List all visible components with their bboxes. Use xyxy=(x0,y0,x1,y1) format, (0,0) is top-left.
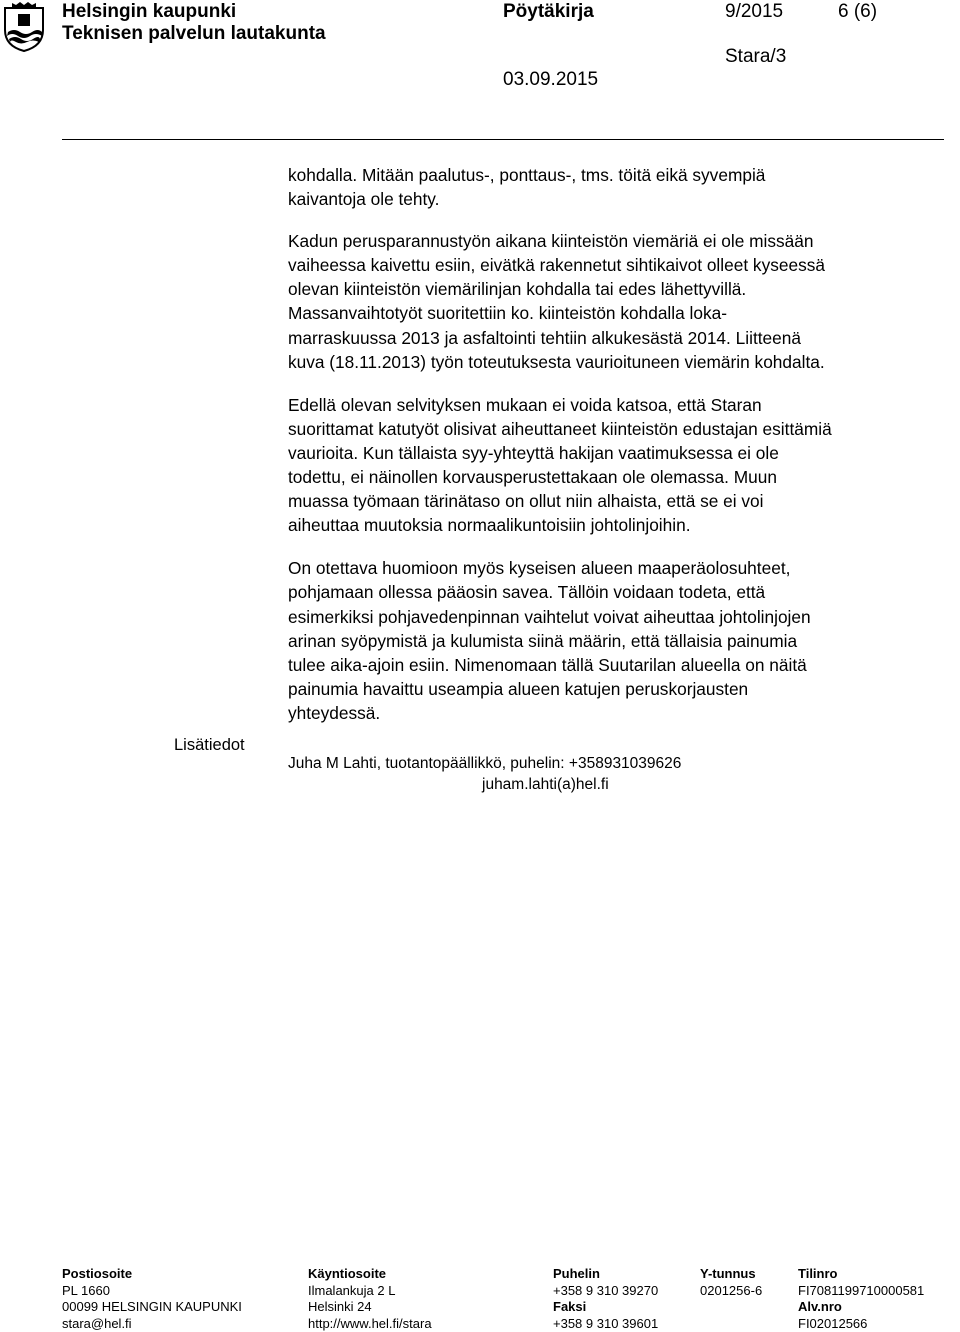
footer-value: 0201256-6 xyxy=(700,1282,763,1298)
footer-business-id xyxy=(700,1266,762,1299)
footer-value: 00099 HELSINGIN KAUPUNKI xyxy=(62,1299,242,1314)
footer-heading: Alv.nro xyxy=(798,1299,842,1314)
text-line: aiheuttaa muutoksia normaalikuntoisiin johtolinjoihin. xyxy=(288,515,691,536)
footer-heading: Puhelin xyxy=(553,1266,600,1281)
footer-value: +358 9 310 39601 xyxy=(553,1315,659,1331)
text-line: On otettava huomioon myös kyseisen alueen maaperäolosuhteet, xyxy=(288,558,791,579)
paragraph xyxy=(288,229,948,374)
text-line: vaurioita. Kun tällaista syy-yhteyttä hakijan vaatimuksessa ei ole xyxy=(288,442,779,463)
text-line: esimerkiksi pohjavedenpinnan vaihtelut voivat aiheuttaa johtolinjojen xyxy=(288,606,811,627)
footer-value: Helsinki 24 xyxy=(308,1299,372,1314)
meeting-date: 03.09.2015 xyxy=(503,69,599,90)
document-number: 9/2015 xyxy=(725,1,784,22)
board-name: Teknisen palvelun lautakunta xyxy=(62,23,326,44)
text-line: arinan syöpymistä ja kulumista siinä määrin, että tällaisia painumia xyxy=(288,630,798,651)
text-line: yhteydessä. xyxy=(288,702,381,723)
footer-value: FI7081199710000581 xyxy=(798,1282,925,1298)
org-name: Helsingin kaupunki xyxy=(62,1,237,22)
footer-value: Ilmalankuja 2 L xyxy=(308,1282,396,1298)
helsinki-coat-of-arms-icon xyxy=(2,2,46,52)
footer-email[interactable]: stara@hel.fi xyxy=(62,1315,132,1331)
footer-heading: Käyntiosoite xyxy=(308,1266,387,1281)
document-type: Pöytäkirja xyxy=(503,1,594,22)
section-code: Stara/3 xyxy=(725,46,787,67)
paragraph xyxy=(288,163,948,211)
text-line: Kadun perusparannustyön aikana kiinteistön viemäriä ei ole missään xyxy=(288,231,814,252)
text-line: Massanvaihtotyöt suoritettiin ko. kiinteistön kohdalla loka- xyxy=(288,303,727,324)
footer-postal xyxy=(62,1266,242,1332)
text-line: muassa työmaan tärinätaso on ollut niin alhaista, että se ei voi xyxy=(288,491,764,512)
footer-phone xyxy=(553,1266,658,1332)
text-line: olevan kiinteistön viemärilinjan kohdalla tai edes lähettyvillä. xyxy=(288,279,747,300)
footer-value: +358 9 310 39270 xyxy=(553,1282,659,1298)
footer-heading: Faksi xyxy=(553,1299,587,1314)
text-line: todettu, ei näinollen korvausperustettakaan ole olemassa. Muun xyxy=(288,467,777,488)
text-line: kaivantoja ole tehty. xyxy=(288,189,440,210)
text-line: Edellä olevan selvityksen mukaan ei voida katsoa, että Staran xyxy=(288,394,762,415)
lisatiedot-label: Lisätiedot xyxy=(174,736,245,754)
footer-heading: Y-tunnus xyxy=(700,1266,756,1281)
text-line: vaiheessa kaivettu esiin, eivätkä rakennetut sihtikaivot olleet kyseessä xyxy=(288,255,825,276)
text-line: painumia havaittu useampia alueen katujen peruskorjausten xyxy=(288,678,749,699)
header-divider xyxy=(62,139,944,140)
text-line: kohdalla. Mitään paalutus-, ponttaus-, tms. töitä eikä syvempiä xyxy=(288,165,766,185)
footer-visiting xyxy=(308,1266,432,1332)
footer-heading: Postiosoite xyxy=(62,1266,133,1281)
document-body xyxy=(288,163,948,725)
footer-heading: Tilinro xyxy=(798,1266,838,1281)
footer-account xyxy=(798,1266,924,1332)
footer-value: FI02012566 xyxy=(798,1315,868,1331)
contact-person: Juha M Lahti, tuotantopäällikkö, puhelin: +358931039626 xyxy=(288,755,682,772)
paragraph xyxy=(288,556,948,725)
contact-email: juham.lahti(a)hel.fi xyxy=(482,776,609,793)
footer-url[interactable]: http://www.hel.fi/stara xyxy=(308,1315,432,1331)
page-number: 6 (6) xyxy=(838,1,878,22)
text-line: suorittamat katutyöt olisivat aiheuttaneet kiinteistön edustajan esittämiä xyxy=(288,418,832,439)
text-line: marraskuussa 2013 ja asfaltointi tehtiin alkukesästä 2014. Liitteenä xyxy=(288,327,801,348)
paragraph xyxy=(288,393,948,538)
text-line: tulee aika-ajoin esiin. Nimenomaan tällä Suutarilan alueella on näitä xyxy=(288,654,807,675)
text-line: pohjamaan ollessa pääosin savea. Tällöin voidaan todeta, että xyxy=(288,582,766,603)
text-line: kuva (18.11.2013) työn toteutuksesta vaurioituneen viemärin kohdalta. xyxy=(288,351,825,372)
footer-value: PL 1660 xyxy=(62,1282,110,1298)
